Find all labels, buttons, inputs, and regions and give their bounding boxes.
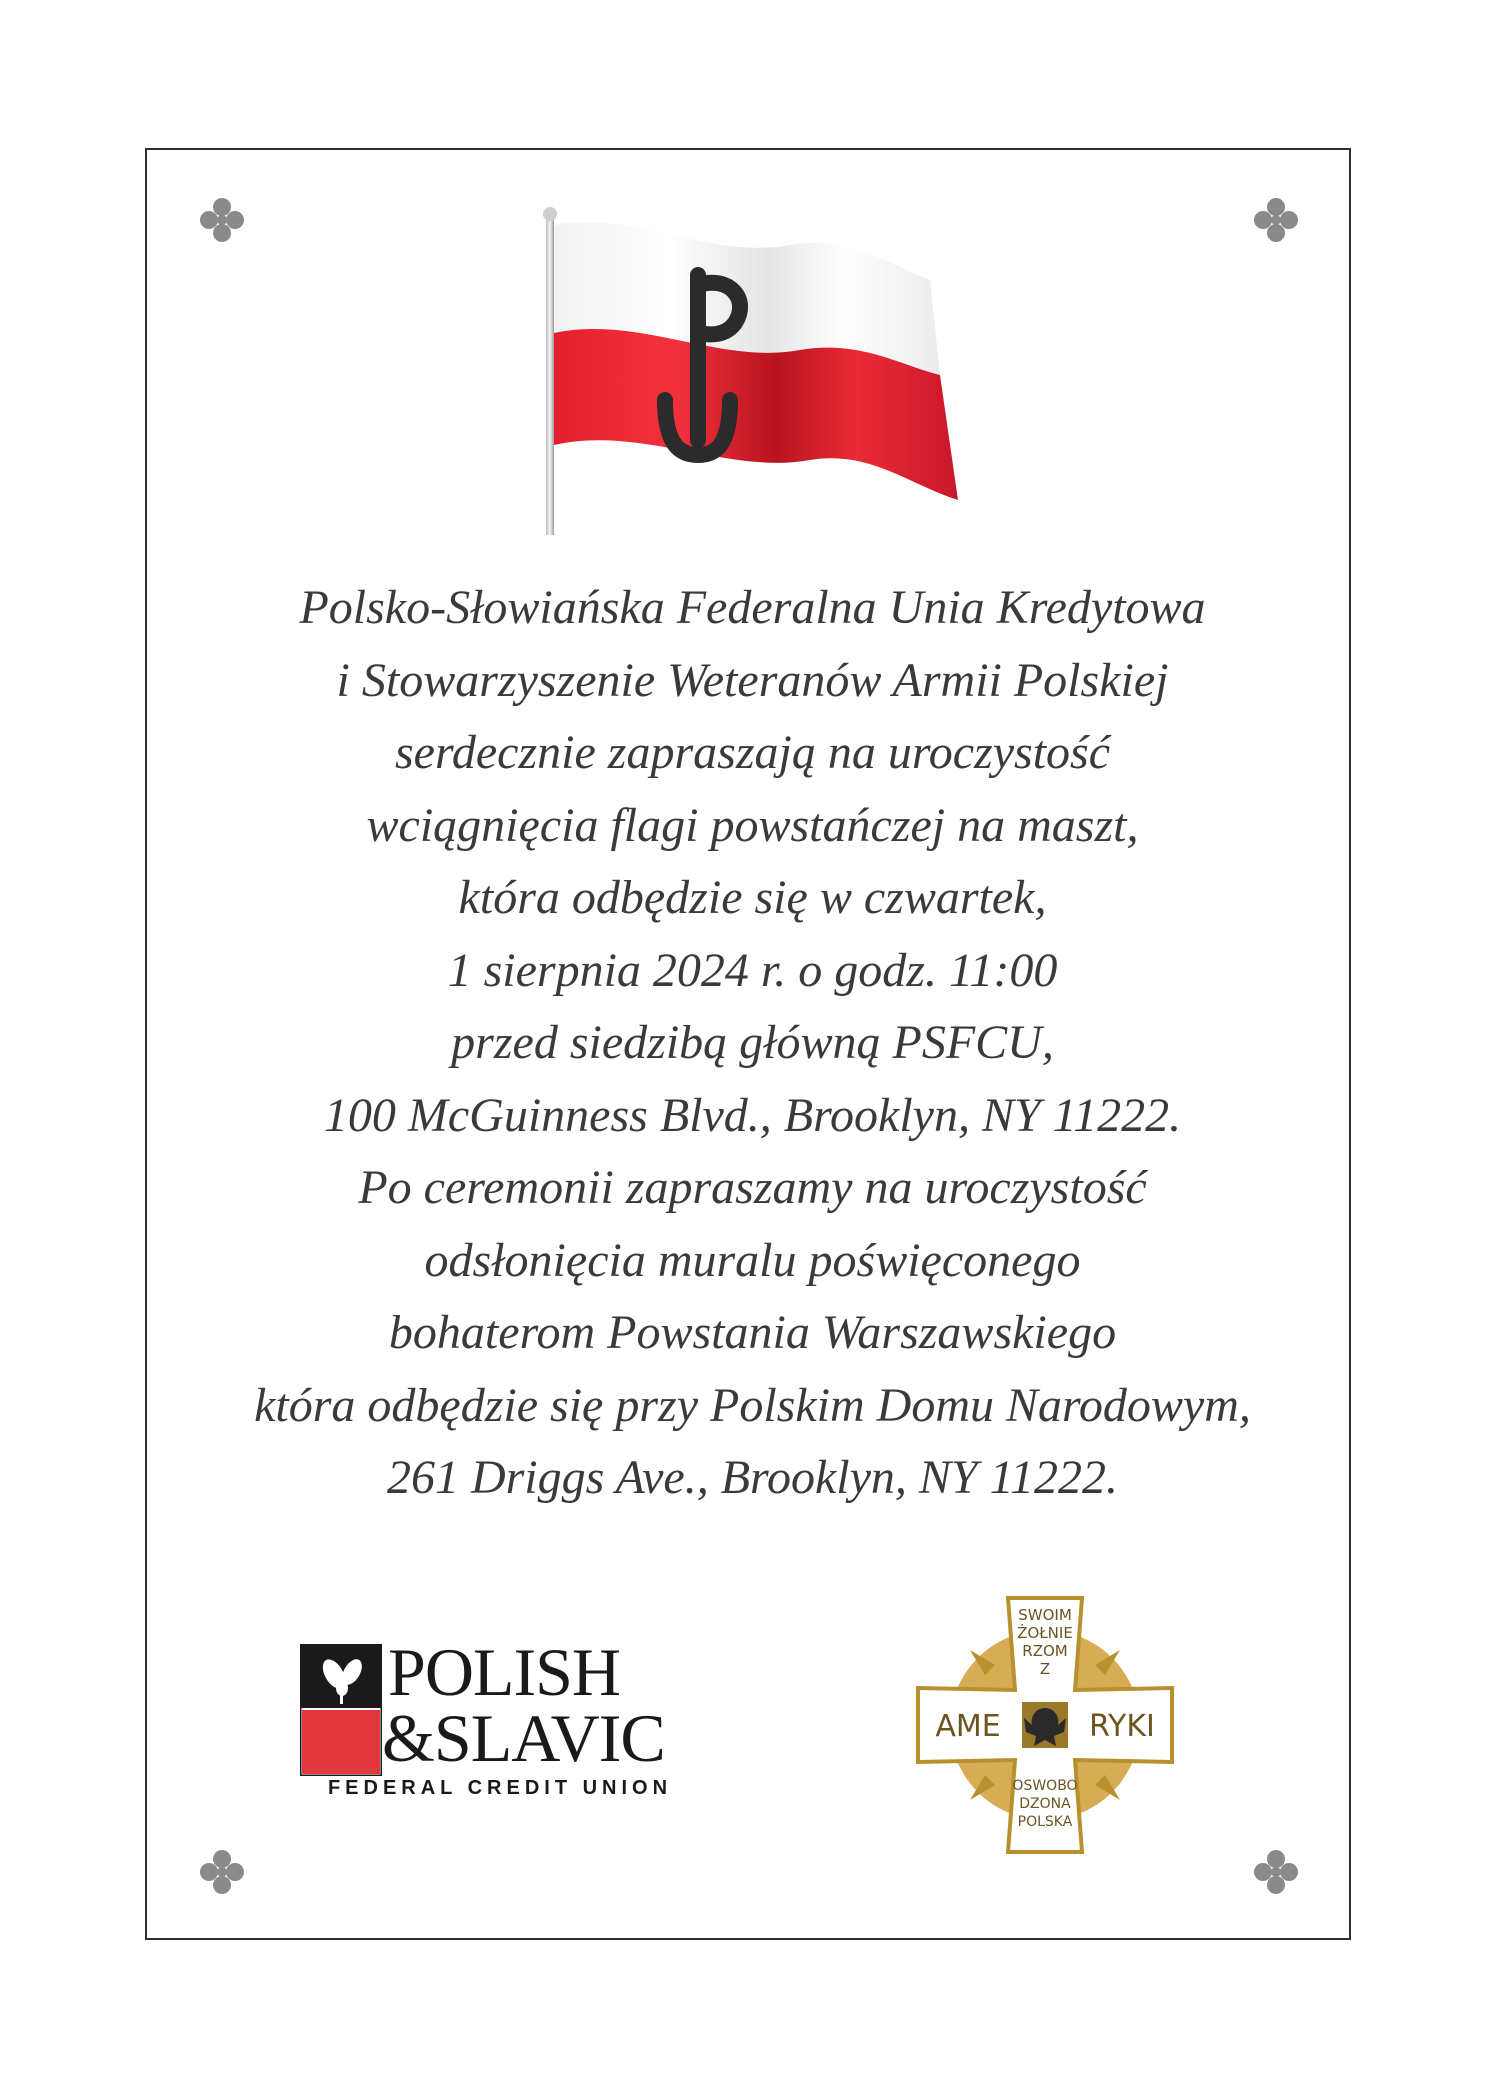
cross-bottom-text-3: POLSKA: [1017, 1814, 1073, 1830]
oak-leaf-icon: [300, 1644, 382, 1776]
invitation-line: przed siedzibą główną PSFCU,: [451, 1016, 1054, 1069]
clover-ornament-icon: [196, 194, 248, 246]
cross-top-text-1: SWOIM: [1018, 1606, 1072, 1624]
clover-ornament-icon: [196, 1846, 248, 1898]
psfcu-logo-line2: &SLAVIC: [382, 1700, 665, 1776]
cross-bottom-text-2: DZONA: [1019, 1796, 1071, 1812]
invitation-line: Po ceremonii zapraszamy na uroczystość: [358, 1161, 1147, 1214]
invitation-line: 261 Driggs Ave., Brooklyn, NY 11222.: [386, 1451, 1119, 1504]
invitation-line: Polsko-Słowiańska Federalna Unia Kredytowa: [299, 581, 1206, 634]
veterans-cross-emblem: [910, 1590, 1180, 1860]
invitation-line: i Stowarzyszenie Weteranów Armii Polskiej: [336, 653, 1169, 707]
cross-top-text-3: RZOM: [1022, 1642, 1068, 1660]
psfcu-logo: [300, 1632, 700, 1797]
invitation-line: 100 McGuinness Blvd., Brooklyn, NY 11222.: [323, 1088, 1182, 1142]
cross-bottom-text-1: OSWOBO: [1012, 1778, 1078, 1794]
cross-left-text: AME: [935, 1709, 1001, 1744]
psfcu-logo-line1: POLISH: [388, 1634, 621, 1710]
invitation-line: odsłonięcia muralu poświęconego: [424, 1233, 1081, 1287]
psfcu-logo-tagline: FEDERAL CREDIT UNION: [327, 1777, 673, 1799]
invitation-line: 1 sierpnia 2024 r. o godz. 11:00: [447, 943, 1058, 997]
cross-top-text-4: Z: [1039, 1660, 1051, 1678]
kotwica-flag-icon: [530, 205, 970, 535]
invitation-line: która odbędzie się przy Polskim Domu Narodowym,: [254, 1378, 1251, 1432]
clover-ornament-icon: [1250, 194, 1302, 246]
invitation-line: serdecznie zapraszają na uroczystość: [394, 726, 1111, 779]
invitation-line: która odbędzie się w czwartek,: [458, 871, 1047, 924]
invitation-line: wciągnięcia flagi powstańczej na maszt,: [366, 798, 1139, 852]
cross-top-text-2: ŻOŁNIE: [1017, 1624, 1073, 1642]
invitation-text: [160, 572, 1345, 1515]
invitation-line: bohaterom Powstania Warszawskiego: [388, 1306, 1117, 1359]
clover-ornament-icon: [1250, 1846, 1302, 1898]
cross-right-text: RYKI: [1089, 1709, 1155, 1744]
